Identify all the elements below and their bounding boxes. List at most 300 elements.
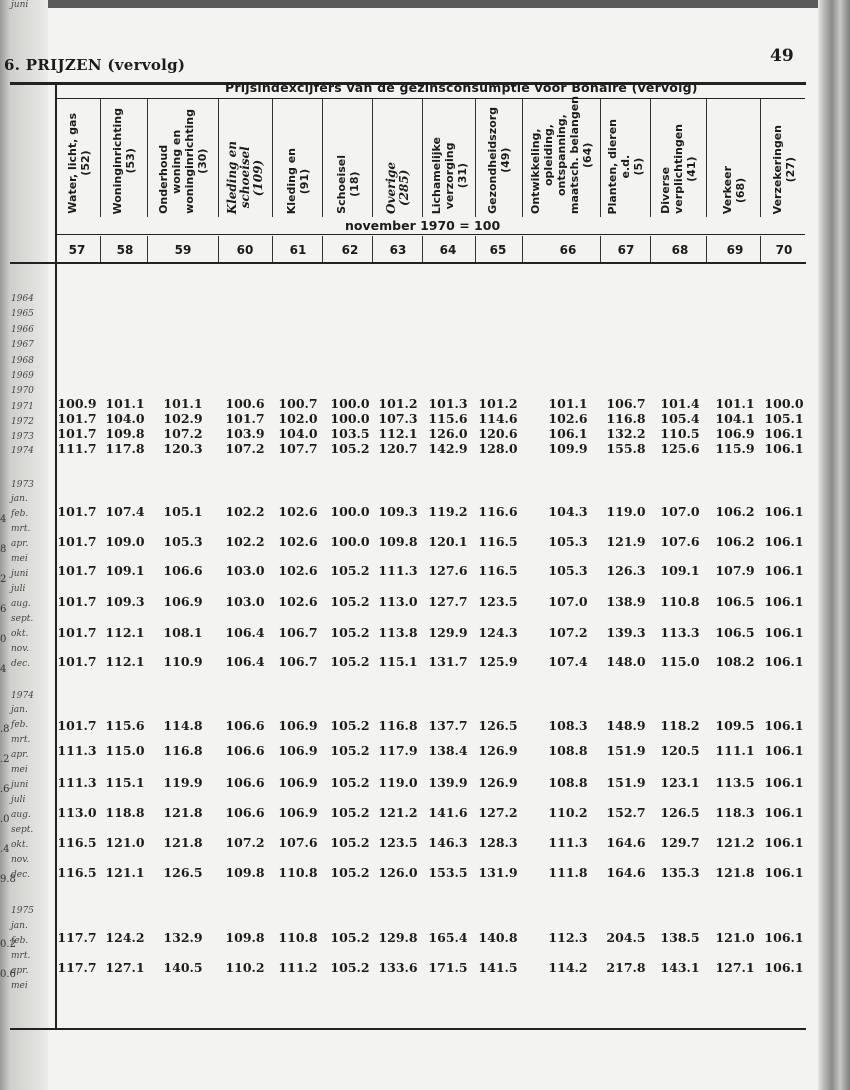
table-cell: 110.8: [278, 865, 318, 880]
table-cell: 101.7: [57, 504, 97, 519]
column-header-61: [273, 96, 322, 214]
table-cell: 124.2: [105, 930, 145, 945]
facing-page-fragment: 9.8: [0, 874, 16, 885]
table-cell: 113.8: [378, 625, 418, 640]
column-number-divider: [322, 236, 323, 262]
table-cell: 120.1: [428, 534, 468, 549]
table-cell: 151.9: [606, 743, 646, 758]
table-cell: 118.3: [715, 805, 755, 820]
table-cell: 126.5: [163, 865, 203, 880]
table-cell: 107.2: [163, 426, 203, 441]
table-cell: 112.1: [378, 426, 418, 441]
table-cell: 101.1: [548, 396, 588, 411]
stub-label: 1968: [11, 356, 34, 366]
column-header-line: (53): [124, 148, 137, 174]
stub-label: 1974: [11, 691, 34, 701]
column-header-line: schoeisel: [238, 146, 252, 209]
table-cell: 100.0: [330, 411, 370, 426]
facing-page-fragment: 0.2: [0, 939, 16, 950]
stub-label: mei: [11, 981, 28, 991]
stub-label: 1971: [11, 402, 34, 412]
column-header-line: (41): [685, 156, 698, 182]
table-cell: 111.3: [57, 743, 97, 758]
table-cell: 101.7: [57, 563, 97, 578]
table-cell: 165.4: [428, 930, 468, 945]
table-cell: 126.5: [478, 718, 518, 733]
table-cell: 109.8: [105, 426, 145, 441]
table-cell: 102.6: [278, 594, 318, 609]
facing-page-fragment: 2: [0, 574, 7, 585]
table-cell: 107.4: [548, 654, 588, 669]
table-cell: 115.6: [105, 718, 145, 733]
table-cell: 105.3: [548, 534, 588, 549]
table-cell: 121.8: [163, 805, 203, 820]
table-cell: 106.9: [715, 426, 755, 441]
stub-label: 1973: [11, 432, 34, 442]
table-cell: 128.0: [478, 441, 518, 456]
facing-page-fragment: 4: [0, 664, 7, 675]
table-cell: 109.3: [378, 504, 418, 519]
column-number: 69: [726, 243, 744, 257]
column-number-divider: [372, 236, 373, 262]
table-cell: 105.3: [548, 563, 588, 578]
table-cell: 118.8: [105, 805, 145, 820]
table-cell: 106.1: [764, 805, 804, 820]
table-cell: 102.0: [278, 411, 318, 426]
super-header: Prijsindexcijfers van de gezinsconsumptie voor Bonaire (vervolg): [225, 80, 698, 95]
table-cell: 131.7: [428, 654, 468, 669]
table-cell: 105.2: [330, 563, 370, 578]
facing-page-fragment: 4: [0, 514, 7, 525]
column-header-65: [476, 96, 522, 214]
scan-top-band: [0, 0, 850, 8]
table-cell: 131.9: [478, 865, 518, 880]
facing-page-fragment: 8: [0, 544, 7, 555]
column-header-label: [529, 96, 594, 214]
column-header-line: (52): [78, 150, 92, 177]
table-cell: 108.2: [715, 654, 755, 669]
column-header-69: [707, 96, 760, 214]
table-cell: 116.5: [478, 563, 518, 578]
column-number: 67: [617, 243, 635, 257]
table-cell: 109.8: [225, 930, 265, 945]
table-cell: 140.5: [163, 960, 203, 975]
table-cell: 110.2: [548, 805, 588, 820]
table-cell: 120.7: [378, 441, 418, 456]
table-cell: 106.7: [278, 654, 318, 669]
table-cell: 113.0: [378, 594, 418, 609]
column-number-divider: [272, 236, 273, 262]
stub-label: 1967: [11, 340, 34, 350]
table-cell: 106.6: [163, 563, 203, 578]
table-cell: 121.8: [163, 835, 203, 850]
column-header-line: e.d.: [619, 154, 632, 179]
column-header-label: [66, 113, 92, 214]
column-number: 60: [236, 243, 254, 257]
table-cell: 126.9: [478, 775, 518, 790]
table-cell: 101.2: [378, 396, 418, 411]
column-header-66: [523, 96, 600, 214]
table-cell: 114.8: [163, 718, 203, 733]
base-rule: [57, 234, 805, 235]
table-cell: 142.9: [428, 441, 468, 456]
table-cell: 127.1: [105, 960, 145, 975]
column-number: 65: [489, 243, 507, 257]
table-cell: 107.2: [548, 625, 588, 640]
table-cell: 126.0: [378, 865, 418, 880]
table-cell: 140.8: [478, 930, 518, 945]
column-header-line: verplichtingen: [672, 124, 685, 214]
table-cell: 155.8: [606, 441, 646, 456]
table-cell: 106.7: [278, 625, 318, 640]
table-cell: 127.7: [428, 594, 468, 609]
table-cell: 135.3: [660, 865, 700, 880]
column-header-68: [651, 96, 706, 214]
base-period-note: november 1970 = 100: [345, 218, 501, 233]
column-header-58: [101, 96, 147, 214]
table-cell: 105.1: [764, 411, 804, 426]
table-cell: 151.9: [606, 775, 646, 790]
table-cell: 109.1: [660, 563, 700, 578]
table-cell: 106.6: [225, 718, 265, 733]
table-cell: 101.7: [57, 594, 97, 609]
stub-label: mrt.: [11, 735, 31, 745]
table-cell: 111.2: [278, 960, 318, 975]
table-cell: 109.9: [548, 441, 588, 456]
table-cell: 113.0: [57, 805, 97, 820]
table-cell: 118.2: [660, 718, 700, 733]
facing-page-fragment: .4: [0, 844, 10, 855]
facing-page-fragment: .2: [0, 754, 10, 765]
table-cell: 111.8: [548, 865, 588, 880]
facing-page-fragment: .6: [0, 784, 10, 795]
column-header-line: (285): [396, 169, 411, 207]
table-cell: 106.1: [764, 534, 804, 549]
table-cell: 117.7: [57, 930, 97, 945]
table-cell: 111.1: [715, 743, 755, 758]
table-cell: 129.9: [428, 625, 468, 640]
table-cell: 121.1: [105, 865, 145, 880]
table-cell: 112.1: [105, 625, 145, 640]
table-cell: 121.2: [378, 805, 418, 820]
column-header-line: Kleding en: [225, 140, 239, 214]
table-cell: 105.2: [330, 718, 370, 733]
table-cell: 109.0: [105, 534, 145, 549]
stub-label: 1975: [11, 906, 34, 916]
table-cell: 116.5: [57, 835, 97, 850]
table-cell: 111.7: [57, 441, 97, 456]
table-cell: 105.2: [330, 441, 370, 456]
table-cell: 116.8: [606, 411, 646, 426]
table-cell: 123.5: [378, 835, 418, 850]
table-cell: 152.7: [606, 805, 646, 820]
table-cell: 105.2: [330, 865, 370, 880]
table-cell: 109.3: [105, 594, 145, 609]
table-cell: 106.9: [163, 594, 203, 609]
stub-label: juni: [11, 569, 29, 579]
column-header-label: [486, 107, 512, 214]
column-header-70: [761, 96, 806, 214]
column-number-divider: [218, 236, 219, 262]
column-number: 63: [389, 243, 407, 257]
table-cell: 105.2: [330, 775, 370, 790]
table-cell: 106.2: [715, 504, 755, 519]
table-cell: 102.2: [225, 534, 265, 549]
table-cell: 115.1: [105, 775, 145, 790]
table-cell: 106.1: [764, 504, 804, 519]
table-cell: 107.4: [105, 504, 145, 519]
table-cell: 105.1: [163, 504, 203, 519]
column-header-line: (109): [251, 159, 265, 196]
column-number: 70: [775, 243, 793, 257]
column-number-divider: [522, 236, 523, 262]
column-header-line: (30): [196, 148, 209, 175]
table-cell: 106.6: [225, 775, 265, 790]
section-title: 6. PRIJZEN (vervolg): [4, 56, 186, 74]
column-number: 68: [671, 243, 689, 257]
table-cell: 153.5: [428, 865, 468, 880]
table-cell: 115.1: [378, 654, 418, 669]
table-cell: 116.6: [478, 504, 518, 519]
table-cell: 126.9: [478, 743, 518, 758]
table-cell: 106.1: [764, 743, 804, 758]
column-header-67: [601, 96, 650, 214]
table-cell: 138.9: [606, 594, 646, 609]
table-cell: 105.2: [330, 930, 370, 945]
table-cell: 121.8: [715, 865, 755, 880]
table-cell: 105.2: [330, 805, 370, 820]
table-cell: 111.3: [57, 775, 97, 790]
column-number: 57: [68, 243, 86, 257]
table-cell: 127.2: [478, 805, 518, 820]
stub-label: okt.: [11, 629, 29, 639]
column-header-64: [423, 96, 475, 214]
column-header-label: [721, 166, 747, 214]
table-cell: 138.4: [428, 743, 468, 758]
stub-label: apr.: [11, 539, 29, 549]
column-header-label: [430, 137, 469, 214]
table-cell: 121.9: [606, 534, 646, 549]
column-header-line: Verzekeringen: [770, 124, 784, 214]
facing-page-fragment: .0: [0, 814, 10, 825]
table-cell: 106.9: [278, 718, 318, 733]
column-header-line: Ontwikkeling,: [529, 128, 542, 214]
stub-label: jan.: [11, 494, 28, 504]
column-number-divider: [760, 236, 761, 262]
table-cell: 127.6: [428, 563, 468, 578]
stub-label: feb.: [11, 936, 29, 946]
table-cell: 108.8: [548, 775, 588, 790]
table-cell: 106.4: [225, 625, 265, 640]
column-header-label: [226, 141, 265, 214]
table-cell: 106.1: [764, 930, 804, 945]
column-header-line: (31): [455, 162, 469, 189]
table-cell: 102.6: [548, 411, 588, 426]
column-header-line: Gezondheidszorg: [486, 107, 499, 214]
table-cell: 106.6: [225, 805, 265, 820]
table-cell: 119.0: [606, 504, 646, 519]
table-cell: 132.2: [606, 426, 646, 441]
table-cell: 111.3: [548, 835, 588, 850]
table-cell: 111.3: [378, 563, 418, 578]
stub-label: juli: [11, 795, 26, 805]
column-number: 59: [174, 243, 192, 257]
column-header-line: (27): [783, 156, 797, 183]
table-cell: 106.9: [278, 743, 318, 758]
table-cell: 102.6: [278, 563, 318, 578]
table-cell: 101.7: [57, 534, 97, 549]
table-cell: 101.3: [428, 396, 468, 411]
column-header-line: Kleding en: [284, 147, 298, 214]
table-cell: 125.6: [660, 441, 700, 456]
table-cell: 121.0: [715, 930, 755, 945]
table-cell: 121.2: [715, 835, 755, 850]
table-cell: 106.1: [764, 835, 804, 850]
table-cell: 110.9: [163, 654, 203, 669]
column-header-line: (18): [347, 171, 361, 198]
table-cell: 106.1: [764, 625, 804, 640]
stub-label: 1973: [11, 480, 34, 490]
stub-label: aug.: [11, 599, 31, 609]
table-cell: 126.5: [660, 805, 700, 820]
column-number-divider: [600, 236, 601, 262]
table-cell: 105.3: [163, 534, 203, 549]
table-cell: 115.0: [660, 654, 700, 669]
column-header-line: (64): [581, 142, 594, 168]
table-cell: 104.3: [548, 504, 588, 519]
table-cell: 101.1: [105, 396, 145, 411]
stub-label: okt.: [11, 840, 29, 850]
table-cell: 107.2: [225, 835, 265, 850]
stub-label: mrt.: [11, 524, 31, 534]
table-cell: 114.2: [548, 960, 588, 975]
table-cell: 102.9: [163, 411, 203, 426]
table-cell: 103.0: [225, 594, 265, 609]
table-cell: 100.0: [764, 396, 804, 411]
table-cell: 107.3: [378, 411, 418, 426]
column-header-line: woninginrichting: [183, 109, 196, 214]
table-cell: 125.9: [478, 654, 518, 669]
table-cell: 137.7: [428, 718, 468, 733]
column-number-divider: [147, 236, 148, 262]
column-header-57: [57, 96, 100, 214]
stub-label: juni: [11, 780, 29, 790]
table-cell: 107.2: [225, 441, 265, 456]
table-cell: 106.1: [764, 718, 804, 733]
stub-label: mei: [11, 765, 28, 775]
table-cell: 107.0: [548, 594, 588, 609]
table-cell: 106.9: [278, 775, 318, 790]
table-cell: 133.6: [378, 960, 418, 975]
column-number: 64: [439, 243, 457, 257]
table-cell: 146.3: [428, 835, 468, 850]
facing-page-fragment: 0: [0, 634, 7, 645]
table-cell: 103.9: [225, 426, 265, 441]
table-cell: 100.7: [278, 396, 318, 411]
table-cell: 139.9: [428, 775, 468, 790]
stub-label: feb.: [11, 720, 29, 730]
table-cell: 117.7: [57, 960, 97, 975]
table-cell: 104.0: [105, 411, 145, 426]
table-cell: 110.5: [660, 426, 700, 441]
table-cell: 120.3: [163, 441, 203, 456]
table-cell: 115.6: [428, 411, 468, 426]
stub-label: jan.: [11, 921, 28, 931]
table-cell: 119.0: [378, 775, 418, 790]
table-cell: 119.2: [428, 504, 468, 519]
table-cell: 107.9: [715, 563, 755, 578]
column-header-line: Lichamelijke: [429, 136, 443, 214]
table-cell: 120.6: [478, 426, 518, 441]
table-cell: 101.1: [715, 396, 755, 411]
header-bottom-rule: [10, 262, 806, 264]
column-header-line: woning en: [170, 129, 183, 194]
stub-label: mrt.: [11, 951, 31, 961]
table-cell: 129.8: [378, 930, 418, 945]
stub-label: nov.: [11, 855, 30, 865]
stub-label: dec.: [11, 870, 30, 880]
table-cell: 104.0: [278, 426, 318, 441]
stub-label: feb.: [11, 509, 29, 519]
column-number: 62: [341, 243, 359, 257]
table-cell: 148.0: [606, 654, 646, 669]
table-cell: 105.2: [330, 960, 370, 975]
stub-label: dec.: [11, 659, 30, 669]
table-cell: 217.8: [606, 960, 646, 975]
column-header-59: [148, 96, 218, 214]
table-cell: 115.9: [715, 441, 755, 456]
table-cell: 100.0: [330, 396, 370, 411]
column-header-line: (68): [733, 177, 747, 203]
column-header-line: (49): [499, 147, 512, 174]
column-header-label: [335, 155, 361, 214]
column-number: 66: [559, 243, 577, 257]
table-cell: 105.4: [660, 411, 700, 426]
table-cell: 101.2: [478, 396, 518, 411]
table-cell: 120.5: [660, 743, 700, 758]
column-header-line: Planten, dieren: [606, 118, 619, 214]
table-cell: 129.7: [660, 835, 700, 850]
column-header-label: [157, 109, 209, 214]
table-cell: 138.5: [660, 930, 700, 945]
table-cell: 105.2: [330, 654, 370, 669]
table-cell: 106.1: [548, 426, 588, 441]
column-header-label: [606, 119, 645, 214]
table-cell: 148.9: [606, 718, 646, 733]
table-cell: 110.8: [660, 594, 700, 609]
column-header-line: Onderhoud: [157, 144, 170, 214]
table-cell: 106.6: [225, 743, 265, 758]
table-cell: 127.1: [715, 960, 755, 975]
table-cell: 117.9: [378, 743, 418, 758]
stub-label: nov.: [11, 644, 30, 654]
column-header-label: [659, 124, 698, 214]
table-cell: 106.5: [715, 625, 755, 640]
facing-page-fragment: .8: [0, 724, 10, 735]
column-number-divider: [475, 236, 476, 262]
table-cell: 105.2: [330, 625, 370, 640]
table-cell: 106.1: [764, 441, 804, 456]
stub-label: juli: [11, 584, 26, 594]
table-cell: 101.1: [163, 396, 203, 411]
table-cell: 106.9: [278, 805, 318, 820]
stub-label: 1966: [11, 325, 34, 335]
column-header-line: Woninginrichting: [111, 107, 124, 214]
facing-page-fragment: 6: [0, 604, 7, 615]
table-cell: 113.5: [715, 775, 755, 790]
column-number-divider: [422, 236, 423, 262]
stub-label: jan.: [11, 705, 28, 715]
